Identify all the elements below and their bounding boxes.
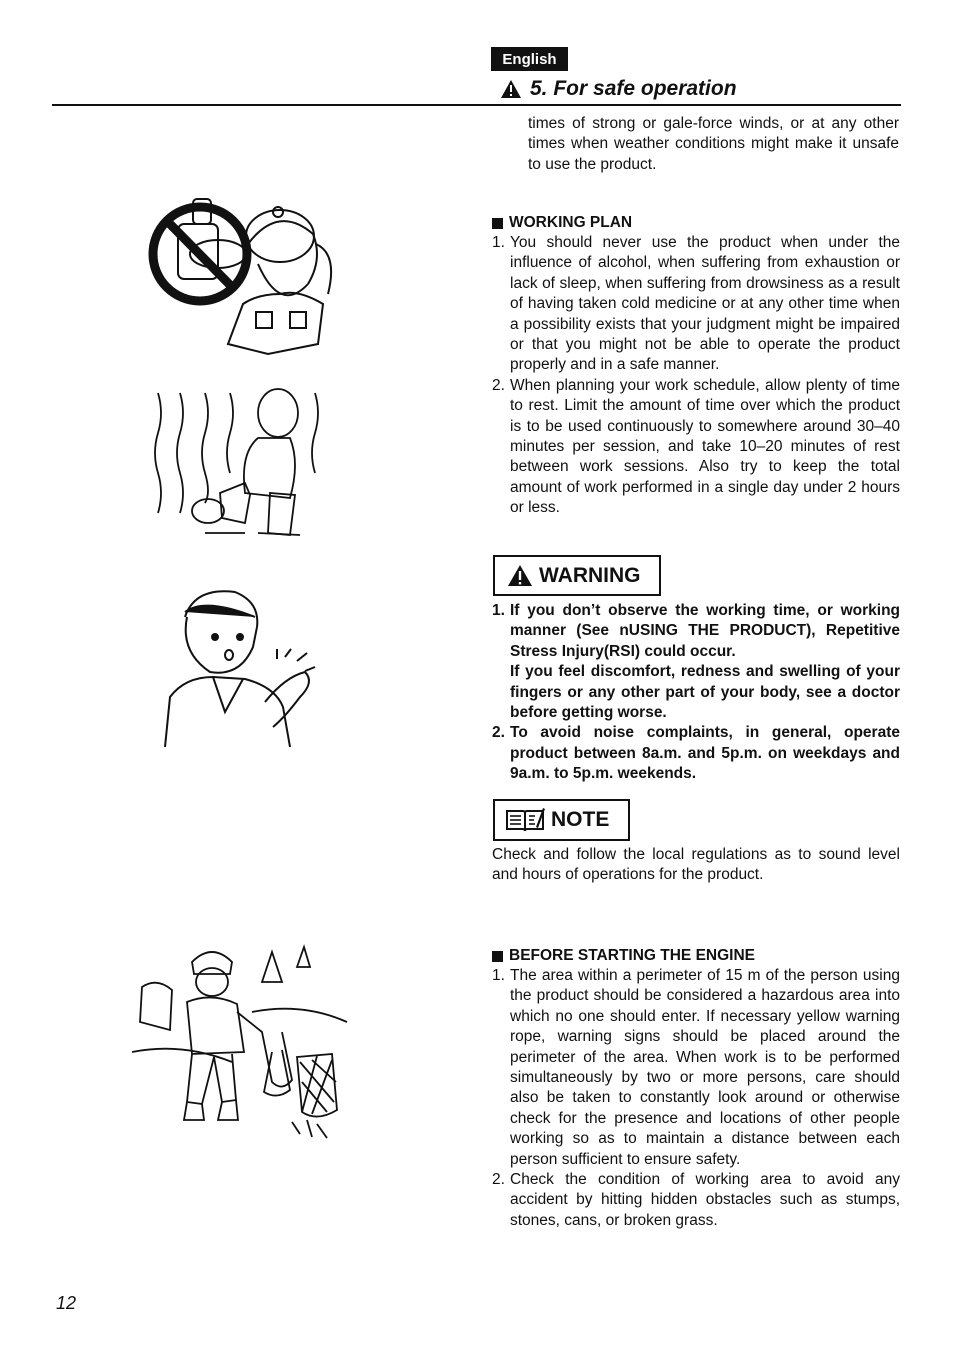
note-text: Check and follow the local regulations as to sound level and hours of operations for the product. (492, 846, 900, 884)
list-item: 2. Check the condition of working area to avoid any accident by hitting hidden obstacles such as stumps, stones, cans, or broken grass. (492, 1171, 900, 1229)
clearing-obstacles-illustration (132, 942, 347, 1142)
square-bullet-icon (492, 218, 503, 229)
no-alcohol-illustration (148, 184, 338, 362)
list-item: 2. To avoid noise complaints, in general, operate product between 8a.m. and 5p.m. on weekdays and 9a.m. to 5p.m. weekends. (492, 724, 900, 783)
before-starting-section (492, 947, 900, 1231)
list-item: 2. When planning your work schedule, allow plenty of time to rest. Limit the amount of time over which the product is to be used continuously to somewhere around 30–40 minutes per session, and take 10–20 minutes of rest between work sessions. Also try to keep the total amount of work performed in a single day under 2 hours or less. (492, 376, 900, 517)
language-tag: English (491, 47, 568, 71)
sore-hand-illustration (165, 587, 320, 749)
warning-triangle-icon (507, 564, 533, 587)
warning-list (492, 601, 900, 785)
page-number: 12 (56, 1293, 77, 1313)
warning-label-box (493, 555, 661, 596)
note-label-box (493, 799, 630, 841)
book-icon (505, 807, 545, 833)
warning-item-text: If you don’t observe the working time, or working manner (See nUSING THE PRODUCT), Repetitive Stress Injury(RSI) could occur. (510, 602, 900, 660)
warning-label: WARNING (539, 563, 641, 587)
warning-section (492, 601, 900, 785)
tired-worker-illustration (150, 383, 330, 543)
note-label: NOTE (551, 808, 610, 831)
section-title-text: 5. For safe operation (530, 77, 737, 100)
warning-item-text-2: If you feel discomfort, redness and swelling of your fingers or any other part of your body, see a doctor before getting worse. (510, 663, 900, 722)
before-starting-list (492, 966, 900, 1231)
square-bullet-icon (492, 951, 503, 962)
list-item: 1. You should never use the product when under the influence of alcohol, when suffering from exhaustion or lack of sleep, when suffering from drowsiness as a result of having taken cold medicine or at any other time when a possibility exists that your judgment might be impaired or that you might not be able to operate the product properly and in a safe manner. (492, 234, 900, 374)
before-starting-heading: BEFORE STARTING THE ENGINE (492, 947, 900, 965)
section-title (500, 74, 737, 104)
working-plan-heading: WORKING PLAN (492, 214, 900, 232)
list-item: 1. If you don’t observe the working time, or working manner (See nUSING THE PRODUCT), Repetitive Stress Injury(RSI) could occur. If you feel discomfort, redness and swelling of your fingers or any other part of your body, see a doctor before getting worse. (492, 602, 900, 722)
list-item: 1. The area within a perimeter of 15 m of the person using the product should be considered a hazardous area into which no one should enter. If necessary yellow warning rope, warning signs should be placed around the perimeter of the area. When work is to be performed simultaneously by two or more persons, care should also be taken to constantly look around or otherwise check for the presence and locations of other people working so as to maintain a distance between each person sufficient to ensure safety. (492, 967, 900, 1168)
working-plan-section (492, 214, 900, 519)
warning-triangle-icon (500, 79, 522, 99)
intro-paragraph: times of strong or gale-force winds, or at any other times when weather conditions might make it unsafe to use the product. (528, 115, 899, 173)
header-rule (52, 104, 901, 106)
working-plan-list (492, 233, 900, 519)
